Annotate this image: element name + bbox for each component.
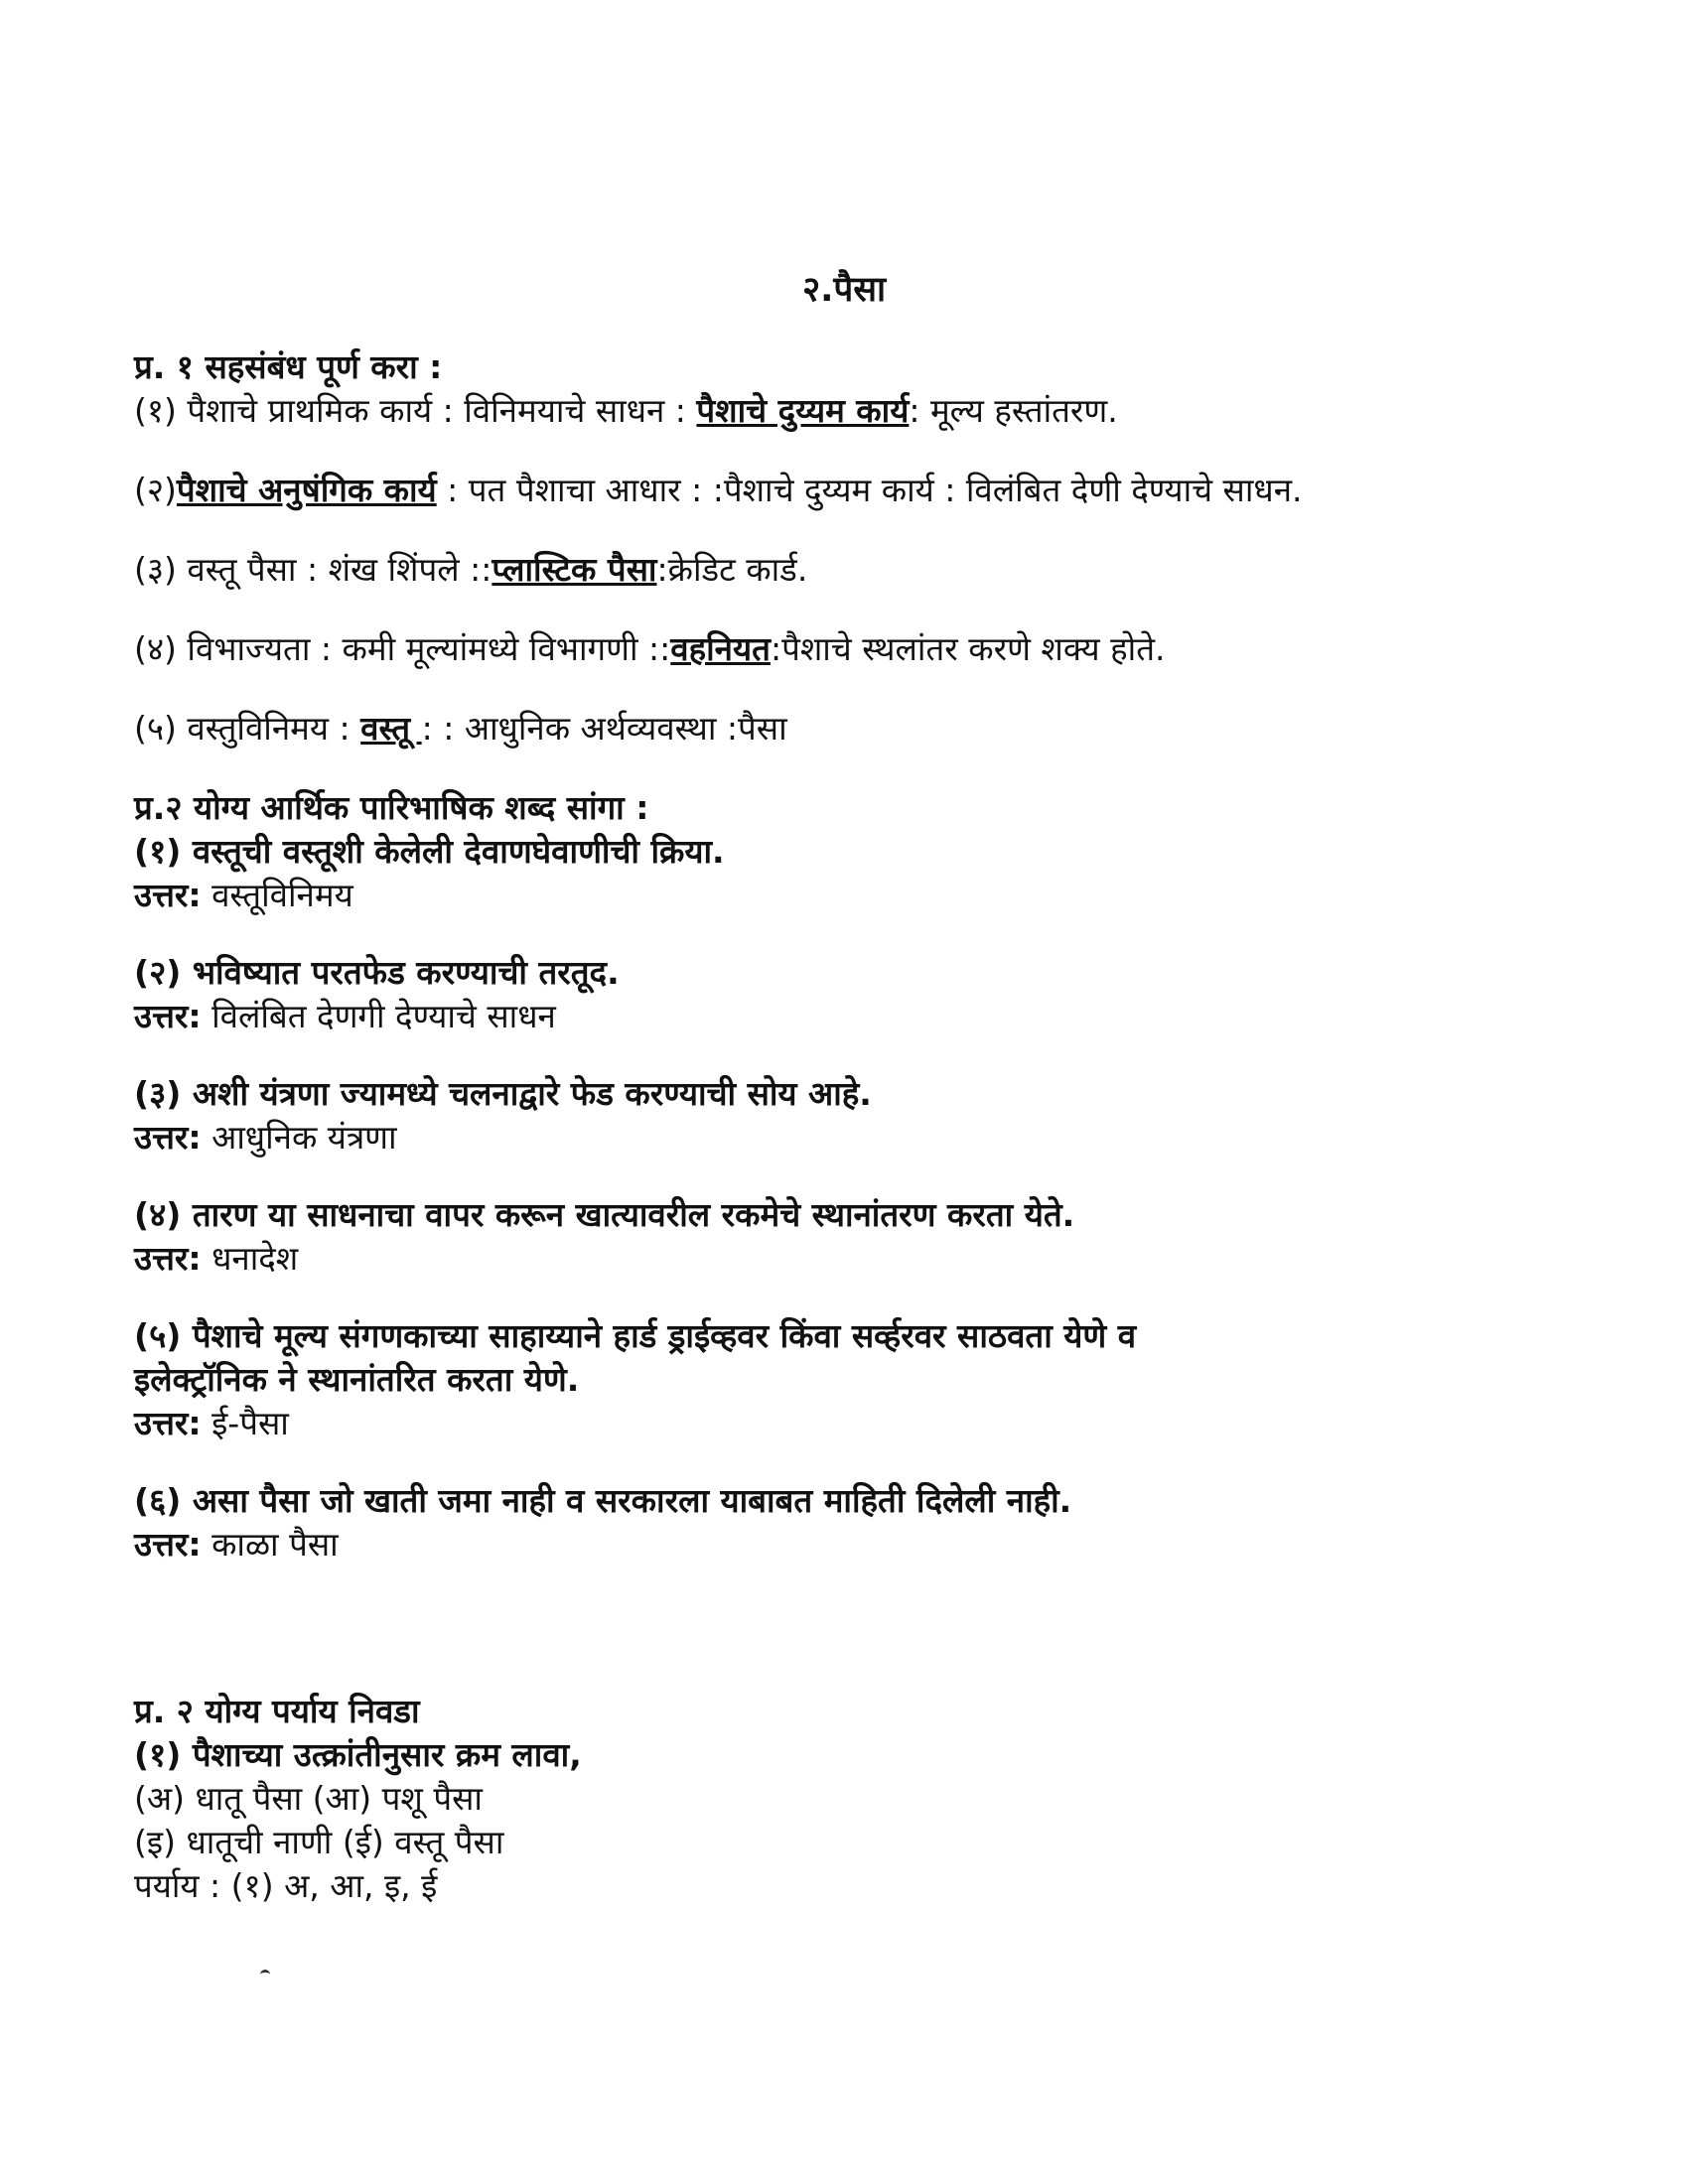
- q1-item-4: [134, 627, 1564, 671]
- q1-item-4-answer: वहनियत: [670, 629, 771, 668]
- q2-heading: प्र.२ योग्य आर्थिक पारिभाषिक शब्द सांगा :: [134, 788, 649, 827]
- q3-options-line-2: (इ) धातूची नाणी (ई) वस्तू पैसा: [134, 1823, 504, 1861]
- cropped-text-fragment: [260, 1970, 270, 1979]
- q1-item-2-answer: पैशाचे अनुषंगिक कार्य: [176, 471, 437, 509]
- q2-answer-4-text: धनादेश: [201, 1239, 299, 1278]
- q2-answer-3: [134, 1116, 1564, 1160]
- q3-question: (१) पैशाच्या उत्क्रांतीनुसार क्रम लावा,: [134, 1735, 582, 1774]
- q2-answer-2: [134, 995, 1564, 1038]
- document-body: [134, 345, 1564, 1908]
- q2-question-4: (४) तारण या साधनाचा वापर करून खात्यावरील रकमेचे स्थानांतरण करता येते.: [134, 1195, 1075, 1234]
- q2-question-1: (१) वस्तूची वस्तूशी केलेली देवाणघेवाणीची क्रिया.: [134, 832, 725, 871]
- q1-item-3: [134, 548, 1564, 592]
- q2-answer-6: [134, 1523, 1564, 1567]
- q1-item-4-post: :पैशाचे स्थलांतर करणे शक्य होते.: [770, 629, 1166, 668]
- q3-heading: प्र. २ योग्य पर्याय निवडा: [134, 1692, 420, 1730]
- page-title: २.पैसा: [801, 270, 887, 310]
- q1-heading: प्र. १ सहसंबंध पूर्ण करा :: [134, 347, 443, 386]
- q2-answer-2-text: विलंबित देणगी देण्याचे साधन: [201, 997, 556, 1035]
- q1-item-3-post: :क्रेडिट कार्ड.: [656, 550, 808, 589]
- q2-answer-1: [134, 874, 1564, 917]
- q1-item-5: [134, 707, 1564, 751]
- q2-answer-6-text: काळा पैसा: [201, 1525, 339, 1564]
- q1-item-3-pre: (३) वस्तू पैसा : शंख शिंपले ::: [134, 550, 492, 589]
- q1-item-1-post: : मूल्य हस्तांतरण.: [909, 391, 1118, 430]
- q1-item-4-pre: (४) विभाज्यता : कमी मूल्यांमध्ये विभागणी ::: [134, 629, 671, 668]
- q2-question-6: (६) असा पैसा जो खाती जमा नाही व सरकारला याबाबत माहिती दिलेली नाही.: [134, 1481, 1072, 1520]
- q1-item-1-answer: पैशाचे दुय्यम कार्य: [696, 391, 910, 430]
- q1-item-3-answer: प्लास्टिक पैसा: [492, 550, 657, 589]
- answer-label: उत्तर:: [134, 1118, 202, 1157]
- answer-label: उत्तर:: [134, 1525, 202, 1564]
- q1-item-2-post: : पत पैशाचा आधार : :पैशाचे दुय्यम कार्य : विलंबित देणी देण्याचे साधन.: [436, 471, 1303, 509]
- answer-label: उत्तर:: [134, 876, 202, 914]
- q3-options-line-1: (अ) धातू पैसा (आ) पशू पैसा: [134, 1779, 483, 1818]
- q2-question-3: (३) अशी यंत्रणा ज्यामध्ये चलनाद्वारे फेड करण्याची सोय आहे.: [134, 1074, 872, 1113]
- q2-answer-1-text: वस्तूविनिमय: [201, 876, 353, 914]
- q3-choice: पर्याय : (१) अ, आ, इ, ई: [134, 1866, 438, 1905]
- answer-label: उत्तर:: [134, 997, 202, 1035]
- q1-item-1: [134, 389, 1564, 433]
- answer-label: उत्तर:: [134, 1404, 202, 1442]
- q2-answer-3-text: आधुनिक यंत्रणा: [201, 1118, 397, 1157]
- q1-item-5-post: : : आधुनिक अर्थव्यवस्था :पैसा: [421, 709, 787, 748]
- q2-answer-5: [134, 1402, 1564, 1445]
- q1-item-2-pre: (२): [134, 471, 177, 509]
- answer-label: उत्तर:: [134, 1239, 202, 1278]
- q2-question-2: (२) भविष्यात परतफेड करण्याची तरतूद.: [134, 953, 620, 992]
- q1-item-1-pre: (१) पैशाचे प्राथमिक कार्य : विनिमयाचे साधन :: [134, 391, 697, 430]
- q1-item-5-answer: वस्तू: [360, 709, 422, 748]
- q1-item-2: [134, 469, 1564, 512]
- q2-answer-5-text: ई-पैसा: [201, 1404, 289, 1442]
- q1-item-5-pre: (५) वस्तुविनिमय :: [134, 709, 361, 748]
- q2-question-5-cont: इलेक्ट्रॉनिक ने स्थानांतरित करता येणे.: [134, 1360, 580, 1399]
- q2-answer-4: [134, 1237, 1564, 1281]
- q2-question-5: (५) पैशाचे मूल्य संगणकाच्या साहाय्याने हार्ड ड्राईव्हवर किंवा सर्व्हरवर साठवता येणे व: [134, 1316, 1137, 1355]
